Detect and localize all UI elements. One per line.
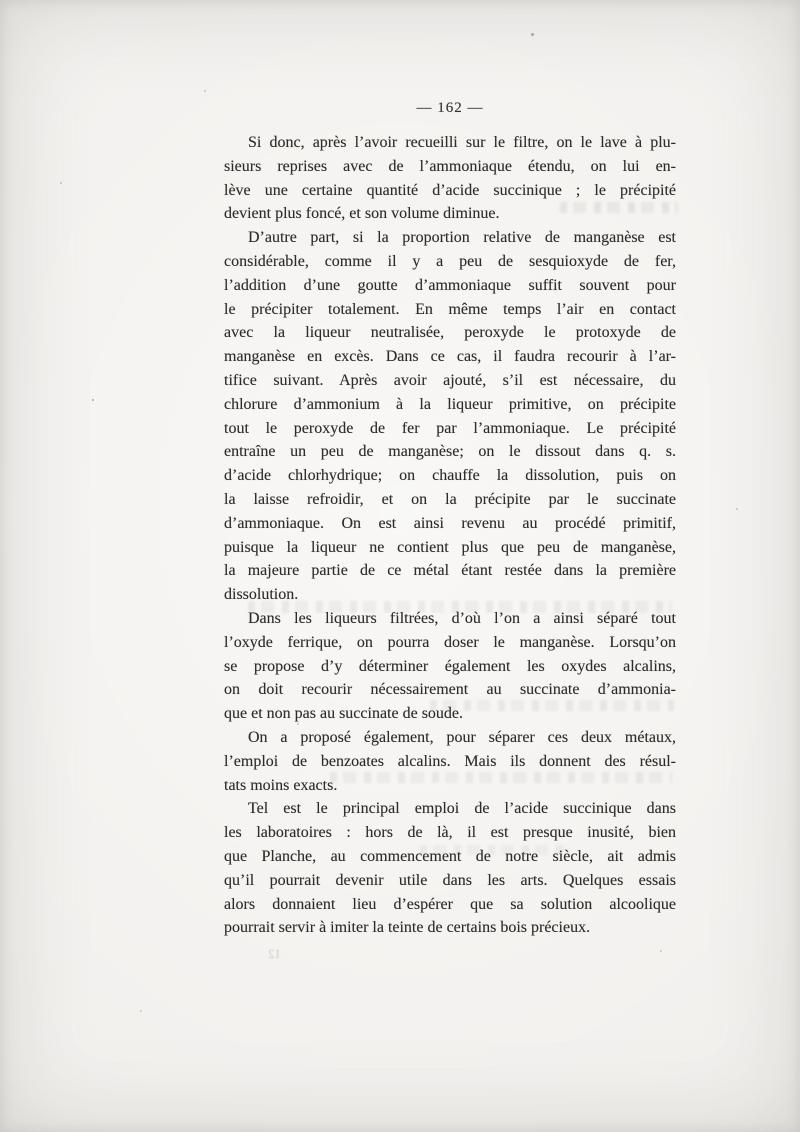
paragraph [224,797,676,940]
text-line: qu’il pourrait devenir utile dans les arts. Quelques essais [224,871,676,889]
text-line: les laboratoires : hors de là, il est presque inusité, bien [224,824,676,842]
text-line: lève une certaine quantité d’acide succinique ; le précipité [224,181,676,199]
text-line: que Planche, au commencement de notre siècle, ait admis [224,847,676,865]
text-line: on doit recourir nécessairement au succinate d’ammonia- [224,681,676,699]
paragraph [224,726,676,797]
text-line: sieurs reprises avec de l’ammoniaque étendu, on lui en- [224,157,676,175]
show-through-smudge [430,700,674,711]
paper-speckle [660,950,662,952]
paper-speckle [531,33,534,36]
paper-speckle [204,90,206,92]
text-line: puisque la liqueur ne contient plus que peu de manganèse, [224,538,676,556]
text-line: d’acide chlorhydrique; on chauffe la dissolution, puis on [224,467,676,485]
text-line: Si donc, après l’avoir recueilli sur le filtre, on le lave à plu- [248,134,676,151]
text-line: On a proposé également, pour séparer ces deux métaux, [248,728,676,746]
paper-speckle [736,508,738,510]
show-through-signature-mark: 12 [268,946,281,961]
text-line: alors donnaient lieu d’espérer que sa solution alcoolique [224,895,676,913]
show-through-smudge [420,845,570,855]
text-block [224,131,676,940]
text-line: le précipiter totalement. En même temps l’air en contact [224,300,676,318]
paragraph [224,226,676,607]
page-number: — 162 — [416,100,484,116]
show-through-smudge [560,202,678,213]
paper-speckle [140,1010,142,1012]
text-line: que et non pas au succinate de soude. [224,705,464,723]
text-line: se propose d’y déterminer également les oxydes alcalins, [224,657,676,675]
text-line: D’autre part, si la proportion relative de manganèse est [248,229,676,247]
show-through-smudge [248,601,672,613]
paper-speckle [92,399,94,401]
show-through-smudge [330,772,672,783]
text-line: avec la liqueur neutralisée, peroxyde le protoxyde de [224,324,676,342]
text-line: chlorure d’ammonium à la liqueur primitive, on précipite [224,395,676,413]
text-line: entraîne un peu de manganèse; on le dissout dans q. s. [224,443,676,461]
text-line: tats moins exacts. [224,776,338,794]
text-line: la laisse refroidir, et on la précipite par le succinate [224,490,676,508]
text-line: Dans les liqueurs filtrées, d’où l’on a ainsi séparé tout [248,609,676,627]
text-line: devient plus foncé, et son volume diminue. [224,205,500,223]
text-line: tifice suivant. Après avoir ajouté, s’il est nécessaire, du [224,371,676,389]
paper-speckle [297,723,299,725]
text-line: considérable, comme il y a peu de sesquioxyde de fer, [224,252,676,270]
text-line: dissolution. [224,586,299,604]
text-line: tout le peroxyde de fer par l’ammoniaque. Le précipité [224,419,676,437]
text-line: d’ammoniaque. On est ainsi revenu au procédé primitif, [224,514,676,532]
text-line: l’emploi de benzoates alcalins. Mais ils donnent des résul- [224,752,676,770]
text-line: la majeure partie de ce métal étant restée dans la première [224,562,676,580]
text-line: pourrait servir à imiter la teinte de certains bois précieux. [224,919,591,937]
text-line: manganèse en excès. Dans ce cas, il faudra recourir à l’ar- [224,348,676,366]
text-line: Tel est le principal emploi de l’acide succinique dans [248,800,676,818]
text-line: l’addition d’une goutte d’ammoniaque suffit souvent pour [224,276,676,294]
paper-speckle [60,182,62,184]
text-line: l’oxyde ferrique, on pourra doser le manganèse. Lorsqu’on [224,633,676,651]
